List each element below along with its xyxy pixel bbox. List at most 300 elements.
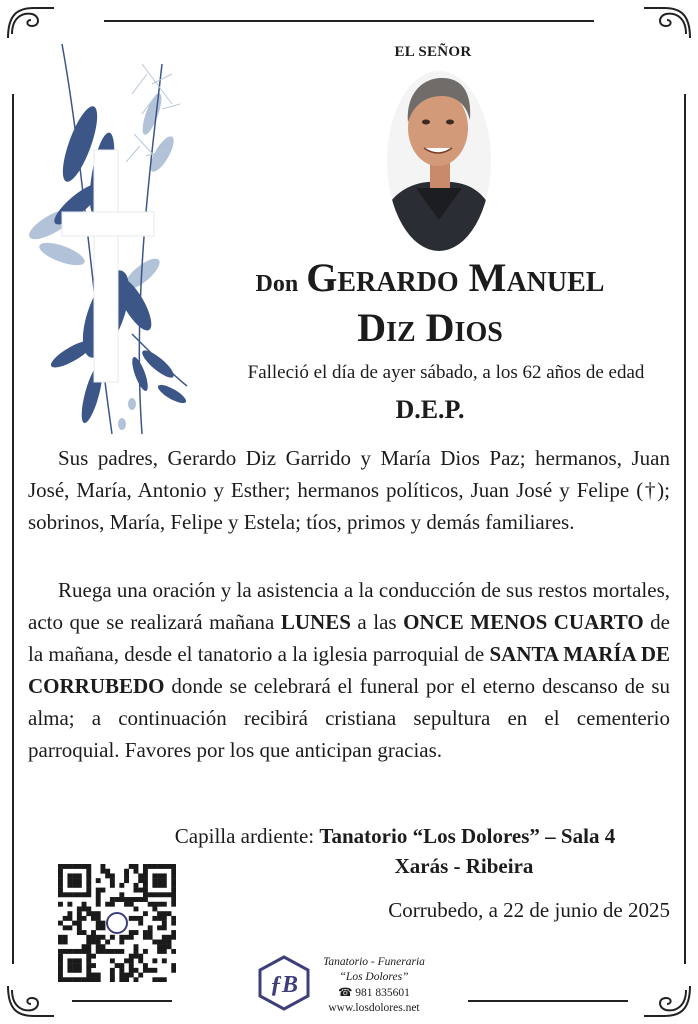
qr-module xyxy=(86,940,91,945)
chapel-place: Tanatorio “Los Dolores” – Sala 4 xyxy=(319,824,616,848)
qr-module xyxy=(77,878,82,883)
qr-module xyxy=(152,940,157,945)
qr-module xyxy=(148,968,153,973)
qr-module xyxy=(82,916,87,921)
qr-module xyxy=(58,968,63,973)
qr-module xyxy=(96,921,101,926)
qr-module xyxy=(143,888,148,893)
qr-module xyxy=(72,878,77,883)
qr-module xyxy=(167,935,172,940)
service-text-3: de la mañana, desde el tanatorio a la iglesia parroquial de xyxy=(28,610,670,666)
qr-module xyxy=(134,977,139,982)
qr-module xyxy=(96,878,101,883)
qr-module xyxy=(67,864,72,869)
qr-module xyxy=(58,940,63,945)
qr-module xyxy=(67,873,72,878)
qr-module xyxy=(96,977,101,982)
qr-module xyxy=(72,968,77,973)
funeral-home-website[interactable]: www.losdolores.net xyxy=(328,1002,420,1014)
qr-module xyxy=(162,916,167,921)
botanical-cross-icon xyxy=(22,34,192,444)
qr-module xyxy=(171,869,176,874)
qr-module xyxy=(58,873,63,878)
qr-module xyxy=(134,906,139,911)
qr-module xyxy=(96,925,101,930)
qr-module xyxy=(143,883,148,888)
qr-module xyxy=(86,973,91,978)
qr-module xyxy=(134,897,139,902)
qr-module xyxy=(86,958,91,963)
qr-module xyxy=(67,916,72,921)
qr-module xyxy=(96,916,101,921)
qr-module xyxy=(138,888,143,893)
qr-module xyxy=(77,968,82,973)
qr-module xyxy=(105,940,110,945)
qr-module xyxy=(67,883,72,888)
qr-module xyxy=(100,944,105,949)
qr-module xyxy=(82,906,87,911)
qr-module xyxy=(82,944,87,949)
funeral-home-line2: “Los Dolores” xyxy=(339,971,409,983)
qr-module xyxy=(105,869,110,874)
qr-module xyxy=(72,883,77,888)
chapel-label: Capilla ardiente: xyxy=(174,824,320,848)
qr-module xyxy=(171,897,176,902)
qr-module xyxy=(138,973,143,978)
qr-module xyxy=(157,892,162,897)
family-text: Sus padres, Gerardo Diz Garrido y María Dios Paz; hermanos, Juan José, María, Antonio y Esther; hermanos políticos, Juan José y Felipe (†); sobrinos, María, Felipe y Estela; tíos, primos y demás familiares. xyxy=(28,446,670,534)
qr-module xyxy=(58,864,63,869)
qr-module xyxy=(82,949,87,954)
service-day: LUNES xyxy=(280,610,351,634)
qr-module xyxy=(72,921,77,926)
family-paragraph xyxy=(28,442,670,538)
qr-module xyxy=(152,902,157,907)
qr-module xyxy=(129,897,134,902)
qr-module xyxy=(63,864,68,869)
qr-module xyxy=(162,958,167,963)
qr-module xyxy=(67,892,72,897)
qr-module xyxy=(157,864,162,869)
corner-ornament-icon xyxy=(642,4,694,44)
qr-module xyxy=(162,977,167,982)
qr-module xyxy=(86,949,91,954)
qr-module xyxy=(91,963,96,968)
qr-module xyxy=(58,902,63,907)
funeral-home-line1: Tanatorio - Funeraria xyxy=(323,956,425,968)
phone-number[interactable]: 981 835601 xyxy=(355,987,410,999)
qr-module xyxy=(134,930,139,935)
qr-module xyxy=(152,906,157,911)
qr-module xyxy=(171,902,176,907)
qr-module xyxy=(167,944,172,949)
qr-module xyxy=(157,925,162,930)
qr-module xyxy=(96,897,101,902)
qr-module xyxy=(77,892,82,897)
qr-module xyxy=(96,949,101,954)
qr-module xyxy=(96,935,101,940)
qr-module xyxy=(138,916,143,921)
qr-module xyxy=(143,911,148,916)
qr-module xyxy=(171,878,176,883)
qr-module xyxy=(72,963,77,968)
qr-module xyxy=(129,930,134,935)
service-text-4: donde se celebrará el funeral por el eterno descanso de su alma; a continuación recibirá cristiana sepultura en el cementerio parroquial. Favores por los que anticipan gracias. xyxy=(28,674,670,762)
qr-module xyxy=(105,902,110,907)
qr-module xyxy=(124,958,129,963)
qr-module xyxy=(134,883,139,888)
qr-module xyxy=(67,958,72,963)
qr-module xyxy=(129,954,134,959)
qr-code[interactable] xyxy=(58,864,176,982)
qr-module xyxy=(157,977,162,982)
qr-module xyxy=(115,897,120,902)
qr-module xyxy=(82,977,87,982)
qr-module xyxy=(58,892,63,897)
corner-ornament-icon xyxy=(642,980,694,1020)
qr-module xyxy=(162,883,167,888)
qr-module xyxy=(119,892,124,897)
qr-module xyxy=(152,892,157,897)
qr-module xyxy=(134,888,139,893)
qr-module xyxy=(129,958,134,963)
qr-module xyxy=(67,925,72,930)
qr-module xyxy=(100,935,105,940)
qr-module xyxy=(77,916,82,921)
qr-module xyxy=(152,878,157,883)
qr-module xyxy=(58,963,63,968)
qr-module xyxy=(105,949,110,954)
qr-module xyxy=(167,892,172,897)
qr-module xyxy=(110,935,115,940)
qr-module xyxy=(67,878,72,883)
qr-module xyxy=(148,892,153,897)
qr-module xyxy=(96,973,101,978)
qr-module xyxy=(86,977,91,982)
qr-module xyxy=(72,958,77,963)
qr-module xyxy=(86,892,91,897)
name-first: Gerardo Manuel xyxy=(306,255,605,300)
qr-module xyxy=(124,973,129,978)
qr-module xyxy=(157,944,162,949)
qr-module xyxy=(119,883,124,888)
qr-module xyxy=(100,888,105,893)
qr-module xyxy=(110,873,115,878)
qr-module xyxy=(162,873,167,878)
qr-module xyxy=(67,949,72,954)
qr-module xyxy=(110,949,115,954)
qr-module xyxy=(138,921,143,926)
qr-module xyxy=(129,864,134,869)
qr-module xyxy=(143,897,148,902)
qr-module xyxy=(100,921,105,926)
qr-module xyxy=(152,864,157,869)
service-church: SANTA MARÍA DE CORRUBEDO xyxy=(28,642,670,698)
qr-module xyxy=(63,925,68,930)
dep-label: D.E.P. xyxy=(395,395,465,424)
qr-module xyxy=(171,892,176,897)
qr-module xyxy=(91,954,96,959)
qr-module xyxy=(157,873,162,878)
qr-module xyxy=(162,949,167,954)
qr-module xyxy=(143,930,148,935)
qr-module xyxy=(110,977,115,982)
qr-module xyxy=(134,864,139,869)
qr-module xyxy=(143,968,148,973)
qr-module xyxy=(119,973,124,978)
honorific: Don xyxy=(255,271,299,297)
qr-module xyxy=(91,930,96,935)
qr-module xyxy=(162,864,167,869)
qr-module xyxy=(171,864,176,869)
qr-module xyxy=(96,888,101,893)
qr-module xyxy=(86,911,91,916)
qr-module xyxy=(129,973,134,978)
qr-module xyxy=(115,963,120,968)
qr-module xyxy=(162,925,167,930)
qr-module xyxy=(171,921,176,926)
qr-module xyxy=(58,954,63,959)
service-text-2: a las xyxy=(350,610,404,634)
funeral-home-logo xyxy=(256,955,312,1011)
phone-icon: ☎ xyxy=(338,987,353,999)
qr-module xyxy=(63,916,68,921)
qr-module xyxy=(162,944,167,949)
qr-module xyxy=(171,963,176,968)
qr-module xyxy=(96,944,101,949)
qr-module xyxy=(58,869,63,874)
qr-module xyxy=(58,973,63,978)
service-paragraph xyxy=(28,574,670,766)
portrait-photo xyxy=(386,70,492,252)
qr-module xyxy=(72,892,77,897)
qr-module xyxy=(157,949,162,954)
qr-module xyxy=(157,883,162,888)
qr-module xyxy=(91,916,96,921)
qr-module xyxy=(134,916,139,921)
qr-module xyxy=(143,878,148,883)
service-text-1: Ruega una oración y la asistencia a la conducción de sus restos mortales, acto que se realizará mañana xyxy=(28,578,670,634)
qr-module xyxy=(82,902,87,907)
qr-module xyxy=(157,916,162,921)
qr-module xyxy=(148,935,153,940)
qr-module xyxy=(58,977,63,982)
qr-module xyxy=(171,968,176,973)
funeral-home-phone xyxy=(312,986,436,1001)
qr-module xyxy=(86,968,91,973)
qr-module xyxy=(143,935,148,940)
qr-module xyxy=(110,883,115,888)
qr-module xyxy=(110,878,115,883)
qr-module xyxy=(143,864,148,869)
qr-module xyxy=(67,968,72,973)
qr-module xyxy=(167,864,172,869)
qr-module xyxy=(138,873,143,878)
qr-module xyxy=(171,935,176,940)
qr-center-logo xyxy=(107,913,127,933)
qr-module xyxy=(110,958,115,963)
qr-module xyxy=(119,968,124,973)
qr-module xyxy=(171,930,176,935)
qr-module xyxy=(138,897,143,902)
qr-module xyxy=(58,958,63,963)
qr-module xyxy=(124,897,129,902)
qr-module xyxy=(77,958,82,963)
qr-module xyxy=(91,940,96,945)
qr-module xyxy=(77,963,82,968)
qr-module xyxy=(148,930,153,935)
qr-module xyxy=(152,873,157,878)
qr-module xyxy=(171,883,176,888)
qr-module xyxy=(143,892,148,897)
qr-module xyxy=(162,902,167,907)
qr-module xyxy=(148,864,153,869)
qr-module xyxy=(58,935,63,940)
qr-module xyxy=(110,902,115,907)
qr-module xyxy=(134,869,139,874)
qr-module xyxy=(162,878,167,883)
qr-module xyxy=(96,892,101,897)
qr-module xyxy=(119,963,124,968)
qr-module xyxy=(143,949,148,954)
qr-module xyxy=(124,977,129,982)
qr-module xyxy=(58,949,63,954)
qr-module xyxy=(63,940,68,945)
qr-module xyxy=(91,935,96,940)
qr-module xyxy=(134,944,139,949)
qr-module xyxy=(110,973,115,978)
qr-module xyxy=(119,935,124,940)
qr-module xyxy=(129,902,134,907)
qr-module xyxy=(86,864,91,869)
qr-module xyxy=(162,935,167,940)
qr-module xyxy=(162,892,167,897)
qr-module xyxy=(67,963,72,968)
qr-module xyxy=(100,869,105,874)
qr-module xyxy=(124,902,129,907)
qr-module xyxy=(72,977,77,982)
qr-module xyxy=(77,911,82,916)
qr-module xyxy=(72,873,77,878)
qr-module xyxy=(67,977,72,982)
svg-text:ƒB: ƒB xyxy=(269,972,299,998)
qr-module xyxy=(96,940,101,945)
qr-module xyxy=(110,897,115,902)
qr-module xyxy=(119,977,124,982)
qr-module xyxy=(171,949,176,954)
qr-module xyxy=(82,892,87,897)
chapel-location: Xarás - Ribeira xyxy=(394,854,534,878)
qr-module xyxy=(86,888,91,893)
qr-module xyxy=(91,977,96,982)
qr-module xyxy=(152,883,157,888)
border-bottom-left-line xyxy=(72,1000,172,1002)
qr-module xyxy=(77,864,82,869)
qr-module xyxy=(162,921,167,926)
qr-module xyxy=(86,963,91,968)
qr-module xyxy=(63,935,68,940)
qr-module xyxy=(100,864,105,869)
qr-module xyxy=(86,869,91,874)
deceased-name-line1 xyxy=(180,254,680,308)
qr-module xyxy=(77,949,82,954)
qr-module xyxy=(138,958,143,963)
qr-module xyxy=(148,925,153,930)
qr-module xyxy=(77,883,82,888)
qr-module xyxy=(77,930,82,935)
qr-module xyxy=(72,949,77,954)
qr-module xyxy=(119,949,124,954)
qr-module xyxy=(96,911,101,916)
date-line: Corrubedo, a 22 de junio de 2025 xyxy=(388,898,670,922)
qr-module xyxy=(138,954,143,959)
qr-module xyxy=(86,878,91,883)
qr-module xyxy=(58,921,63,926)
qr-module xyxy=(63,977,68,982)
qr-module xyxy=(86,944,91,949)
qr-module xyxy=(58,878,63,883)
qr-module xyxy=(58,888,63,893)
qr-module xyxy=(67,902,72,907)
qr-module xyxy=(82,864,87,869)
qr-module xyxy=(77,977,82,982)
qr-module xyxy=(86,906,91,911)
border-top-line xyxy=(104,20,594,22)
qr-module xyxy=(171,888,176,893)
qr-module xyxy=(100,949,105,954)
qr-module xyxy=(129,916,134,921)
qr-module xyxy=(82,930,87,935)
qr-module xyxy=(124,878,129,883)
qr-module xyxy=(77,873,82,878)
qr-module xyxy=(162,940,167,945)
qr-module xyxy=(134,968,139,973)
qr-module xyxy=(100,925,105,930)
qr-module xyxy=(86,883,91,888)
qr-module xyxy=(152,977,157,982)
qr-module xyxy=(138,878,143,883)
qr-module xyxy=(86,935,91,940)
qr-module xyxy=(115,949,120,954)
header-label: EL SEÑOR xyxy=(394,44,472,60)
qr-module xyxy=(129,935,134,940)
qr-module xyxy=(110,968,115,973)
qr-module xyxy=(167,911,172,916)
qr-module xyxy=(157,902,162,907)
qr-module xyxy=(157,940,162,945)
qr-module xyxy=(134,954,139,959)
qr-module xyxy=(162,911,167,916)
qr-module xyxy=(143,963,148,968)
qr-module xyxy=(124,869,129,874)
qr-module xyxy=(167,940,172,945)
qr-module xyxy=(77,925,82,930)
qr-module xyxy=(143,873,148,878)
border-left-line xyxy=(12,94,14,964)
qr-module xyxy=(91,911,96,916)
qr-module xyxy=(152,916,157,921)
qr-module xyxy=(86,954,91,959)
qr-module xyxy=(171,916,176,921)
qr-module xyxy=(86,873,91,878)
qr-module xyxy=(171,873,176,878)
deceased-name-line2: Diz Dios xyxy=(357,305,503,350)
chapel-line xyxy=(100,824,690,849)
border-bottom-right-line xyxy=(468,1000,628,1002)
qr-module xyxy=(63,949,68,954)
qr-module xyxy=(152,958,157,963)
qr-module xyxy=(77,906,82,911)
